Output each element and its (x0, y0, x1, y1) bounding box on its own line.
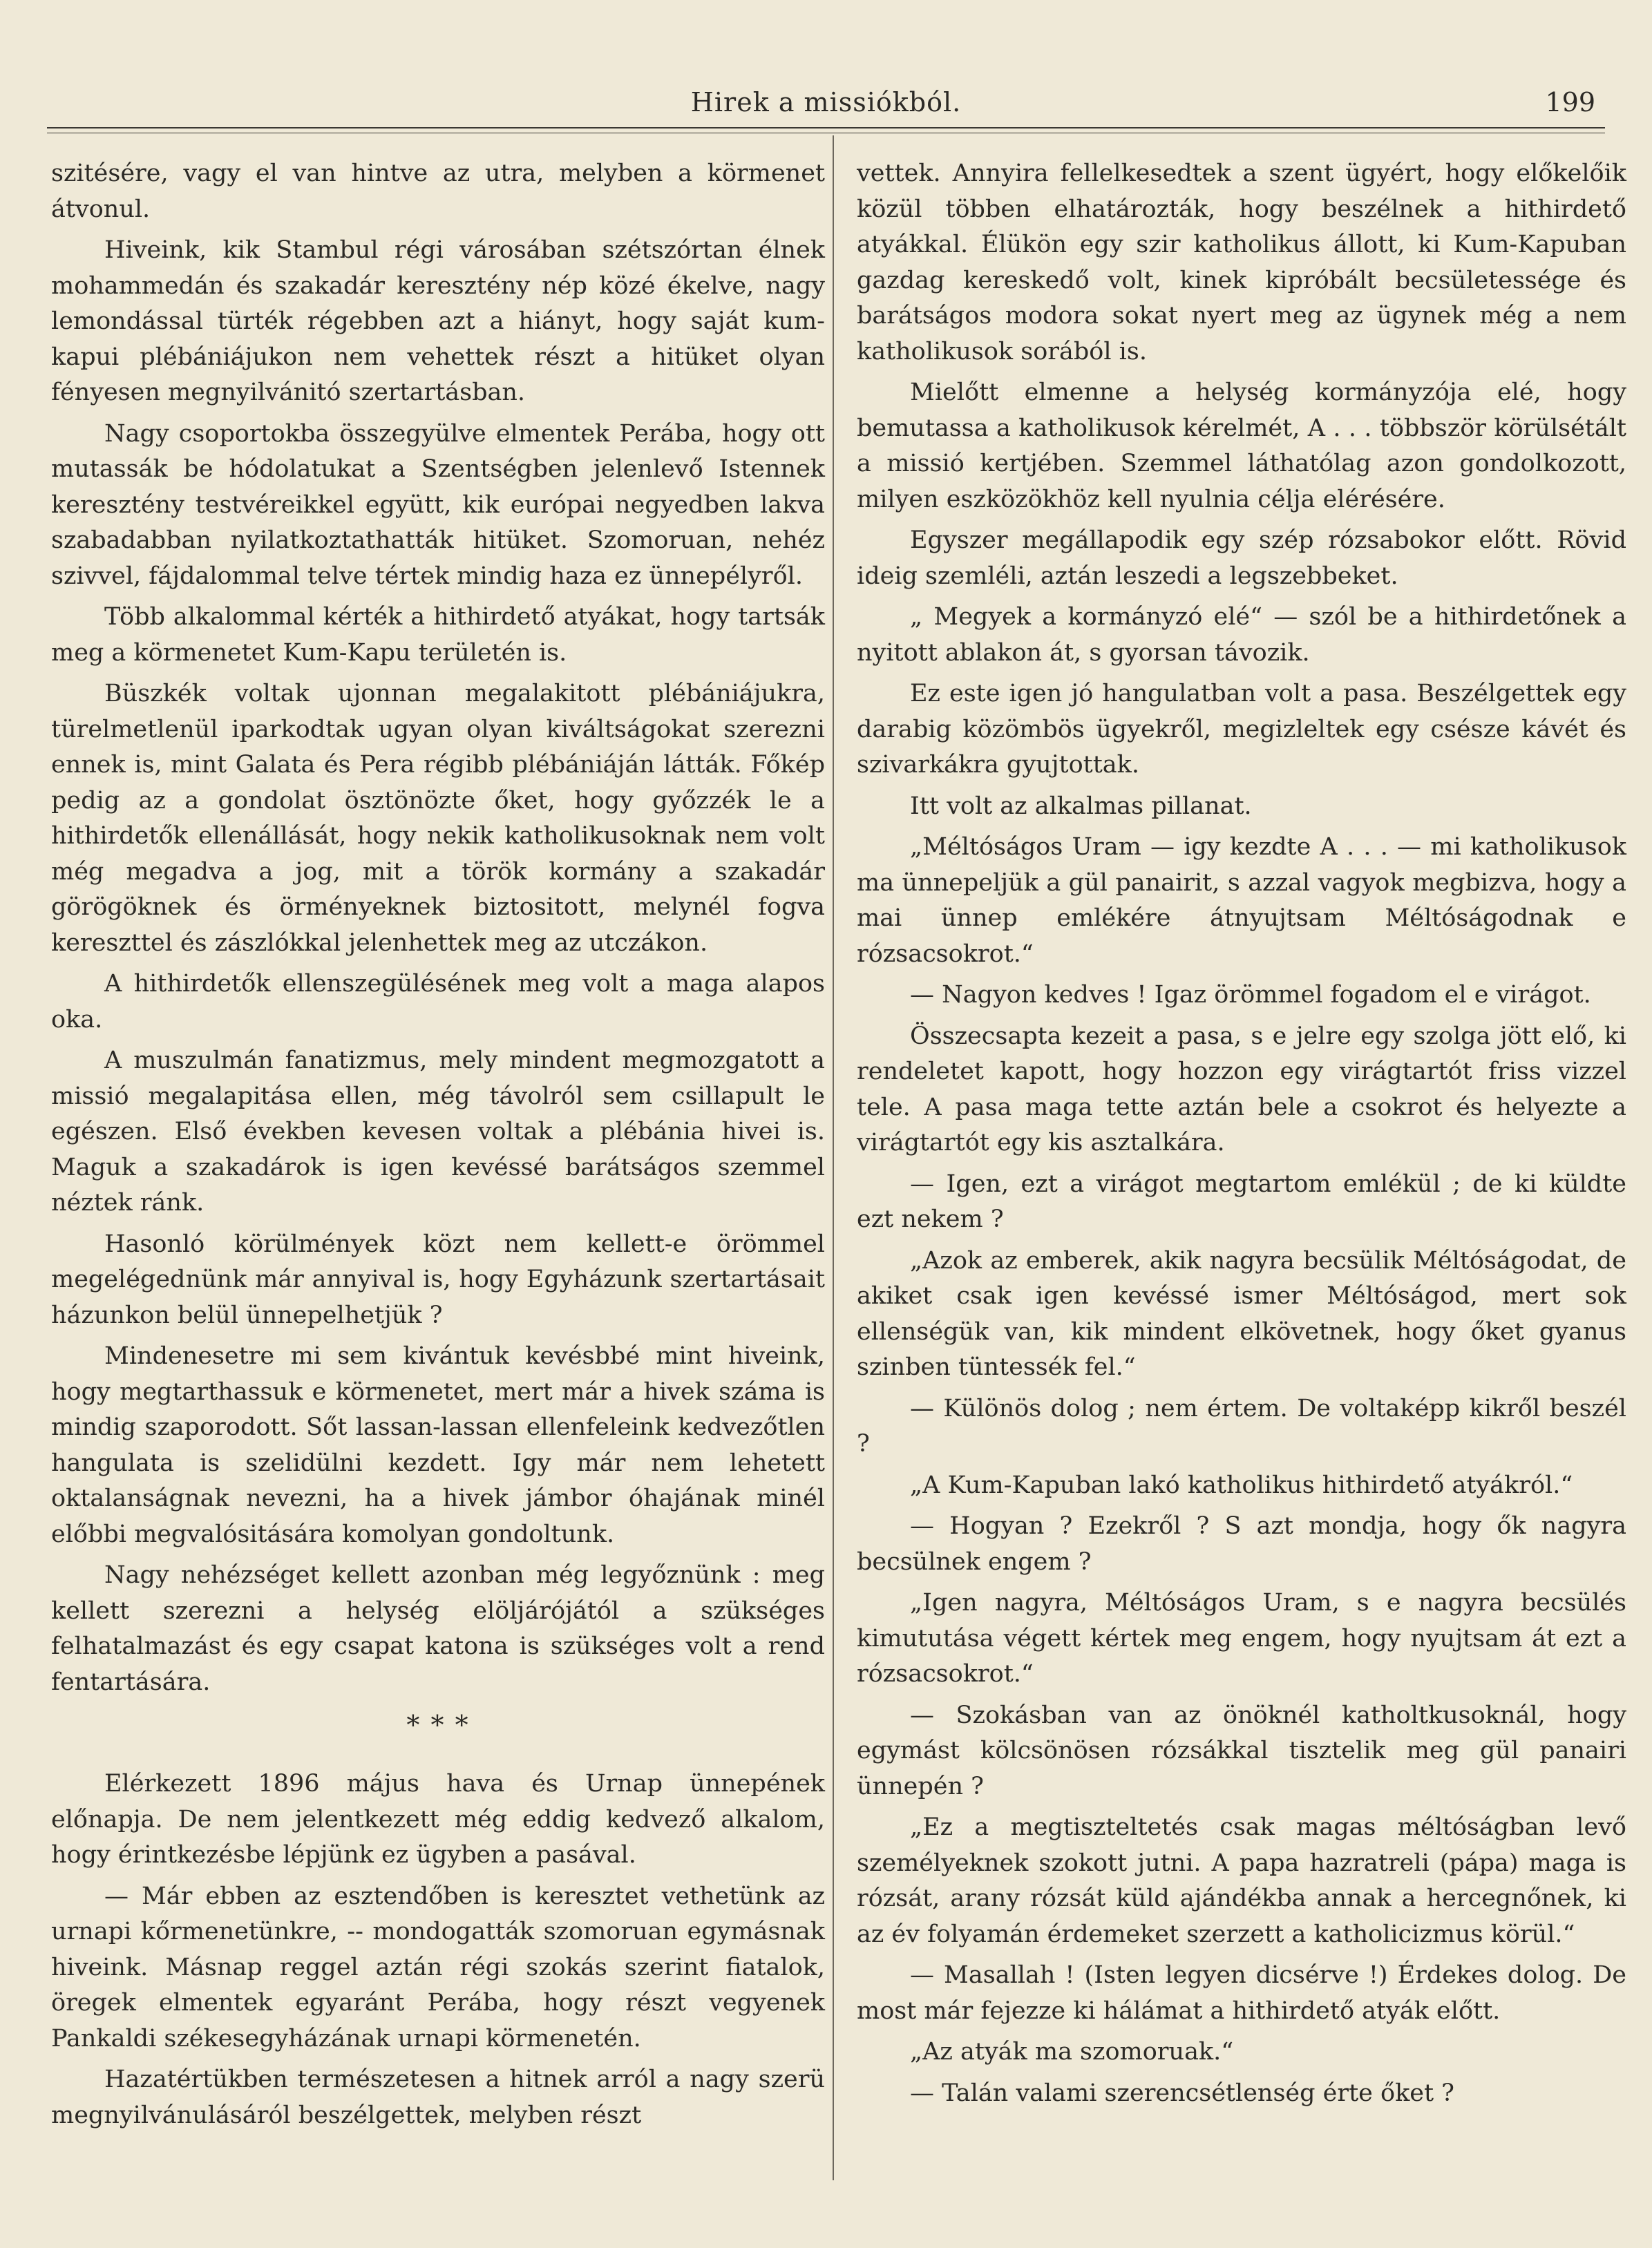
paragraph: „Igen nagyra, Méltóságos Uram, s e nagyra becsülés kimututása végett kértek meg engem, hogy nyujtsam át ezt a rózsacsokrot.“ (857, 1589, 1626, 1688)
page-number: 199 (1545, 87, 1595, 117)
paragraph: Hasonló körülmények közt nem kellett-e örömmel megelégednünk már annyival is, hogy Egyházunk szertartásait házunkon belül ünnepelhetjük ? (51, 1230, 825, 1329)
paragraph: Egyszer megállapodik egy szép rózsabokor előtt. Rövid ideig szemléli, aztán leszedi a legszebbeket. (857, 526, 1626, 590)
left-column (51, 156, 825, 2139)
paragraph: Több alkalommal kérték a hithirdető atyákat, hogy tartsák meg a körmenetet Kum-Kapu területén is. (51, 603, 825, 667)
paragraph: Hiveink, kik Stambul régi városában szétszórtan élnek mohammedán és szakadár keresztény nép közé ékelve, nagy lemondással türték régebben azt a hiányt, hogy saját kum-kapui plébániájukon nem vehettek részt a hitüket olyan fényesen megnyilvánitó szertartásban. (51, 236, 825, 406)
paragraph: „Ez a megtiszteltetés csak magas méltóságban levő személyeknek szokott jutni. A papa hazratreli (pápa) maga is rózsát, arany rózsát küld ajándékba annak a hercegnőnek, ki az év folyamán érdemeket szerzett a katholicizmus körül.“ (857, 1813, 1626, 1948)
paragraph: szitésére, vagy el van hintve az utra, melyben a körmenet átvonul. (51, 160, 825, 223)
paragraph: „ Megyek a kormányzó elé“ — szól be a hithirdetőnek a nyitott ablakon át, s gyorsan távozik. (857, 603, 1626, 667)
paragraph: Elérkezett 1896 május hava és Urnap ünnepének előnapja. De nem jelentkezett még eddig kedvező alkalom, hogy érintkezésbe lépjünk ez ügyben a pasával. (51, 1770, 825, 1869)
paragraph: A hithirdetők ellenszegülésének meg volt a maga alapos oka. (51, 970, 825, 1033)
right-column (857, 156, 1626, 2117)
paragraph: — Különös dolog ; nem értem. De voltaképp kikről beszél ? (857, 1394, 1626, 1458)
paragraph: — Masallah ! (Isten legyen dicsérve !) Érdekes dolog. De most már fejezze ki hálámat a hithirdető atyák előtt. (857, 1961, 1626, 2025)
paragraph: — Hogyan ? Ezekről ? S azt mondja, hogy ők nagyra becsülnek engem ? (857, 1512, 1626, 1576)
column-divider (833, 135, 834, 2180)
paragraph: Összecsapta kezeit a pasa, s e jelre egy szolga jött elő, ki rendeletet kapott, hogy hozzon egy virágtartót friss vizzel tele. A pasa maga tette aztán bele a csokrot és helyezte a virágtartót egy kis asztalkára. (857, 1022, 1626, 1156)
paragraph: Ez este igen jó hangulatban volt a pasa. Beszélgettek egy darabig közömbös ügyekről, megizleltek egy csésze kávét és szivarkákra gyujtottak. (857, 680, 1626, 779)
paragraph: Itt volt az alkalmas pillanat. (910, 792, 1252, 820)
paragraph: Hazatértükben természetesen a hitnek arról a nagy szerü megnyilvánulásáról beszélgettek, melyben részt (51, 2066, 825, 2129)
paragraph: — Talán valami szerencsétlenség érte őket ? (910, 2079, 1454, 2107)
paragraph: — Nagyon kedves ! Igaz örömmel fogadom el e virágot. (910, 981, 1591, 1009)
paragraph: A muszulmán fanatizmus, mely mindent megmozgatott a missió megalapitása ellen, még távolról sem csillapult le egészen. Első években kevesen voltak a plébánia hivei is. Maguk a szakadárok is igen kevéssé barátságos szemmel néztek ránk. (51, 1047, 825, 1217)
paragraph: — Már ebben az esztendőben is keresztet vethetünk az urnapi kőrmenetünkre, -- mondogatták szomoruan egymásnak hiveink. Másnap reggel aztán régi szokás szerint fiatalok, öregek elmentek egyaránt Perába, hogy részt vegyenek Pankaldi székesegyházának urnapi körmenetén. (51, 1882, 825, 2052)
paragraph: „Méltóságos Uram — igy kezdte A . . . — mi katholikusok ma ünnepeljük a gül panairit, s azzal vagyok megbizva, hogy a mai ünnep emlékére átnyujtsam Méltóságodnak e rózsacsokrot.“ (857, 833, 1626, 968)
paragraph: Mindenesetre mi sem kivántuk kevésbbé mint hiveink, hogy megtarthassuk e körmenetet, mert már a hivek száma is mindig szaporodott. Sőt lassan-lassan ellenfeleink kedvezőtlen hangulata is szelidülni kezdett. Igy már nem lehetett oktalanságnak nevezni, ha a hivek jámbor óhajának minél előbbi megvalósitására komolyan gondoltunk. (51, 1342, 825, 1548)
paragraph: — Szokásban van az önöknél katholtkusoknál, hogy egymást kölcsönösen rózsákkal tisztelik meg gül panairi ünnepén ? (857, 1701, 1626, 1800)
header-rule-top (47, 127, 1605, 128)
paragraph: — Igen, ezt a virágot megtartom emlékül ; de ki küldte ezt nekem ? (857, 1170, 1626, 1233)
paragraph: Nagy nehézséget kellett azonban még legyőznünk : meg kellett szerezni a helység elöljárójától a szükséges felhatalmazást és egy csapat katona is szükséges volt a rend fentartására. (51, 1561, 825, 1696)
paragraph: „Azok az emberek, akik nagyra becsülik Méltóságodat, de akiket csak igen kevéssé ismer Méltóságod, mert sok ellenségük van, kik mindent elkövetnek, hogy őket gyanus szinben tüntessék fel.“ (857, 1246, 1626, 1381)
paragraph: Büszkék voltak ujonnan megalakitott plébániájukra, türelmetlenül iparkodtak ugyan olyan kiváltságokat szerezni ennek is, mint Galata és Pera régibb plébániáján látták. Főkép pedig az a gondolat ösztönözte őket, hogy győzzék le a hithirdetők ellenállását, hogy nekik katholikusoknak nem volt még megadva a jog, mit a török kormány a szakadár görögöknek és örményeknek biztositott, melynél fogva kereszttel és zászlókkal jelenhettek meg az utczákon. (51, 680, 825, 957)
paragraph: vettek. Annyira fellelkesedtek a szent ügyért, hogy előkelőik közül többen elhatározták, hogy beszélnek a hithirdető atyákkal. Élükön egy szir katholikus állott, ki Kum-Kapuban gazdag kereskedő volt, kinek kipróbált becsületessége és barátságos modora sokat nyert meg az ügynek még a nem katholikusok sorából is. (857, 160, 1626, 365)
paragraph: Mielőtt elmenne a helység kormányzója elé, hogy bemutassa a katholikusok kérelmét, A . . . többször körülsétált a missió kertjében. Szemmel láthatólag azon gondolkozott, milyen eszközökhöz kell nyulnia célja elérésére. (857, 379, 1626, 513)
section-asterism: * * * (406, 1710, 470, 1740)
page-header (47, 82, 1605, 123)
paragraph: Nagy csoportokba összegyülve elmentek Perába, hogy ott mutassák be hódolatukat a Szentségben jelenlevő Istennek keresztény testvéreikkel együtt, kik európai negyedben lakva szabadabban nyilatkoztathatták hitüket. Szomoruan, nehéz szivvel, fájdalommal telve tértek mindig haza ez ünnepélyről. (51, 419, 825, 590)
running-title: Hirek a missiókból. (690, 87, 962, 117)
paragraph: „Az atyák ma szomoruak.“ (910, 2038, 1234, 2066)
paragraph: „A Kum-Kapuban lakó katholikus hithirdető atyákról.“ (910, 1471, 1573, 1499)
